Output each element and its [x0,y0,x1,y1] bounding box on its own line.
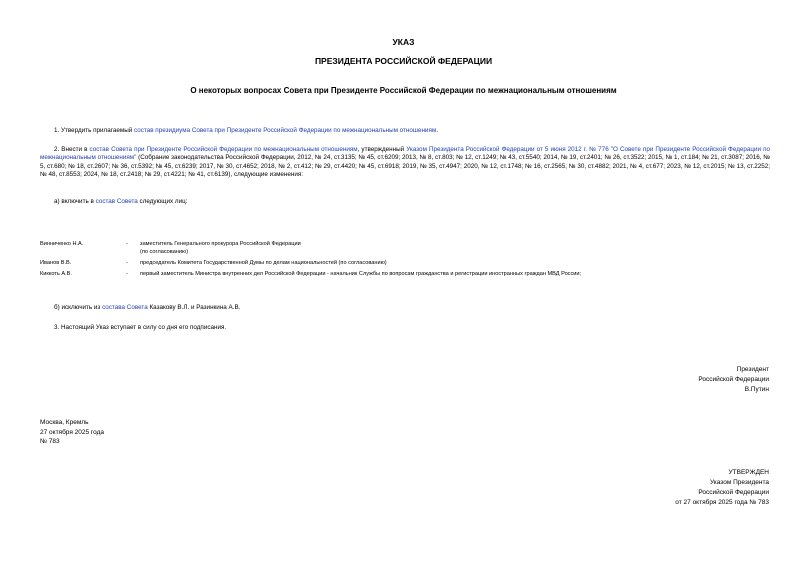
paragraph-3: 3. Настоящий Указ вступает в силу со дня его подписания. [54,324,227,331]
paragraph-2-text-2: , утвержденный [357,146,407,153]
list-item [40,259,780,270]
approval-line-3: Российской Федерации [698,489,769,496]
person-dash: - [126,271,128,277]
item-b-prefix: б) исключить из [54,304,103,311]
place: Москва, Кремль [40,419,89,426]
paragraph-1 [40,127,770,135]
paragraph-1-prefix: 1. Утвердить прилагаемый [54,127,135,134]
person-role-note: (по согласованию) [140,249,189,255]
approval-line-2: Указом Президента [709,479,769,486]
council-composition-link-a[interactable]: состав Совета [95,198,138,205]
paragraph-2-text-1: 2. Внести в [54,146,90,153]
approval-title: УТВЕРЖДЕН [728,469,769,476]
item-a-prefix: а) включить в [54,198,96,205]
item-b [54,304,754,312]
person-name: Иванов В.В. [40,260,72,266]
item-b-suffix: Казакову В.Л. и Разинкина А.В. [147,304,241,311]
council-composition-link[interactable]: состав Совета при Президенте Российской Федерации по межнациональным отношениям [89,146,358,153]
person-dash: - [126,241,128,247]
date: 27 октября 2025 года [40,428,105,436]
person-role-text: заместитель Генерального прокурора Российской Федерации [140,241,301,247]
signature-title: Президент [736,366,769,373]
approval-block [469,468,769,508]
decree-776-link[interactable]: Указом Президента Российской Федерации от 5 июня 2012 г. № 776 "О Совете при Президенте Российской Федерации по межнациональным отношениям" [40,146,770,162]
doc-heading: О некоторых вопросах Совета при Президенте Российской Федерации по межнациональным отношениям [190,86,617,95]
place-date-block [40,418,340,447]
signature-name: В.Путин [744,386,769,393]
person-role: председатель Комитета Государственной Думы по делам национальностей (по согласованию) [140,260,387,266]
person-dash: - [126,260,128,266]
council-composition-link-b[interactable]: состава Совета [102,304,148,311]
list-item [40,240,780,259]
signature-country: Российской Федерации [698,376,769,383]
doc-title: УКАЗ [392,37,415,47]
presidium-composition-link[interactable]: состав президиума Совета при Президенте Российской Федерации по межнациональным отношениям [134,127,437,134]
item-a [54,198,754,206]
person-name: Киккоть А.В. [40,271,72,277]
signature-block [469,365,769,395]
approval-line-4: от 27 октября 2025 года № 783 [675,499,769,506]
paragraph-2 [40,146,770,180]
paragraph-2-text-3: (Собрание законодательства Российской Федерации, 2012, № 24, ст.3135; № 45, ст.6209; 2013, № 8, ст.803; № 12, ст.1249; № 43, ст.5540; 2014, № 19, ст.2401; № 26, ст.3522; 2015, № 1, ст.184; № 21, ст.3087; 2016, № 5, ст.680; № 18, ст.2607; № 36, ст.5392; № 45, ст.6239; 2017, № 30, ст.4652; 2018, № 2, ст.412; № 29, ст.4420; № 45, ст.6918; 2019, № 35, ст.4947; 2020, № 12, ст.1748; № 16, ст.2565; № 30, ст.4882; 2021, № 4, ст.677; 2023, № 12, ст.2015; № 13, ст.2252; № 48, ст.8553; 2024, № 18, ст.2418; № 29, ст.4221; № 41, ст.6139), следующие изменения: [40,154,770,179]
person-role: первый заместитель Министра внутренних дел Российской Федерации - начальник Службы по вопросам гражданства и регистрации иностранных граждан МВД России; [140,271,582,277]
person-role [140,240,760,256]
people-list [40,240,780,281]
person-name: Винниченко Н.А. [40,241,84,247]
paragraph-1-suffix: . [436,127,438,134]
decree-number: № 783 [40,438,60,445]
doc-subtitle: ПРЕЗИДЕНТА РОССИЙСКОЙ ФЕДЕРАЦИИ [314,56,493,66]
item-a-suffix: следующих лиц: [137,198,188,205]
list-item [40,270,780,281]
